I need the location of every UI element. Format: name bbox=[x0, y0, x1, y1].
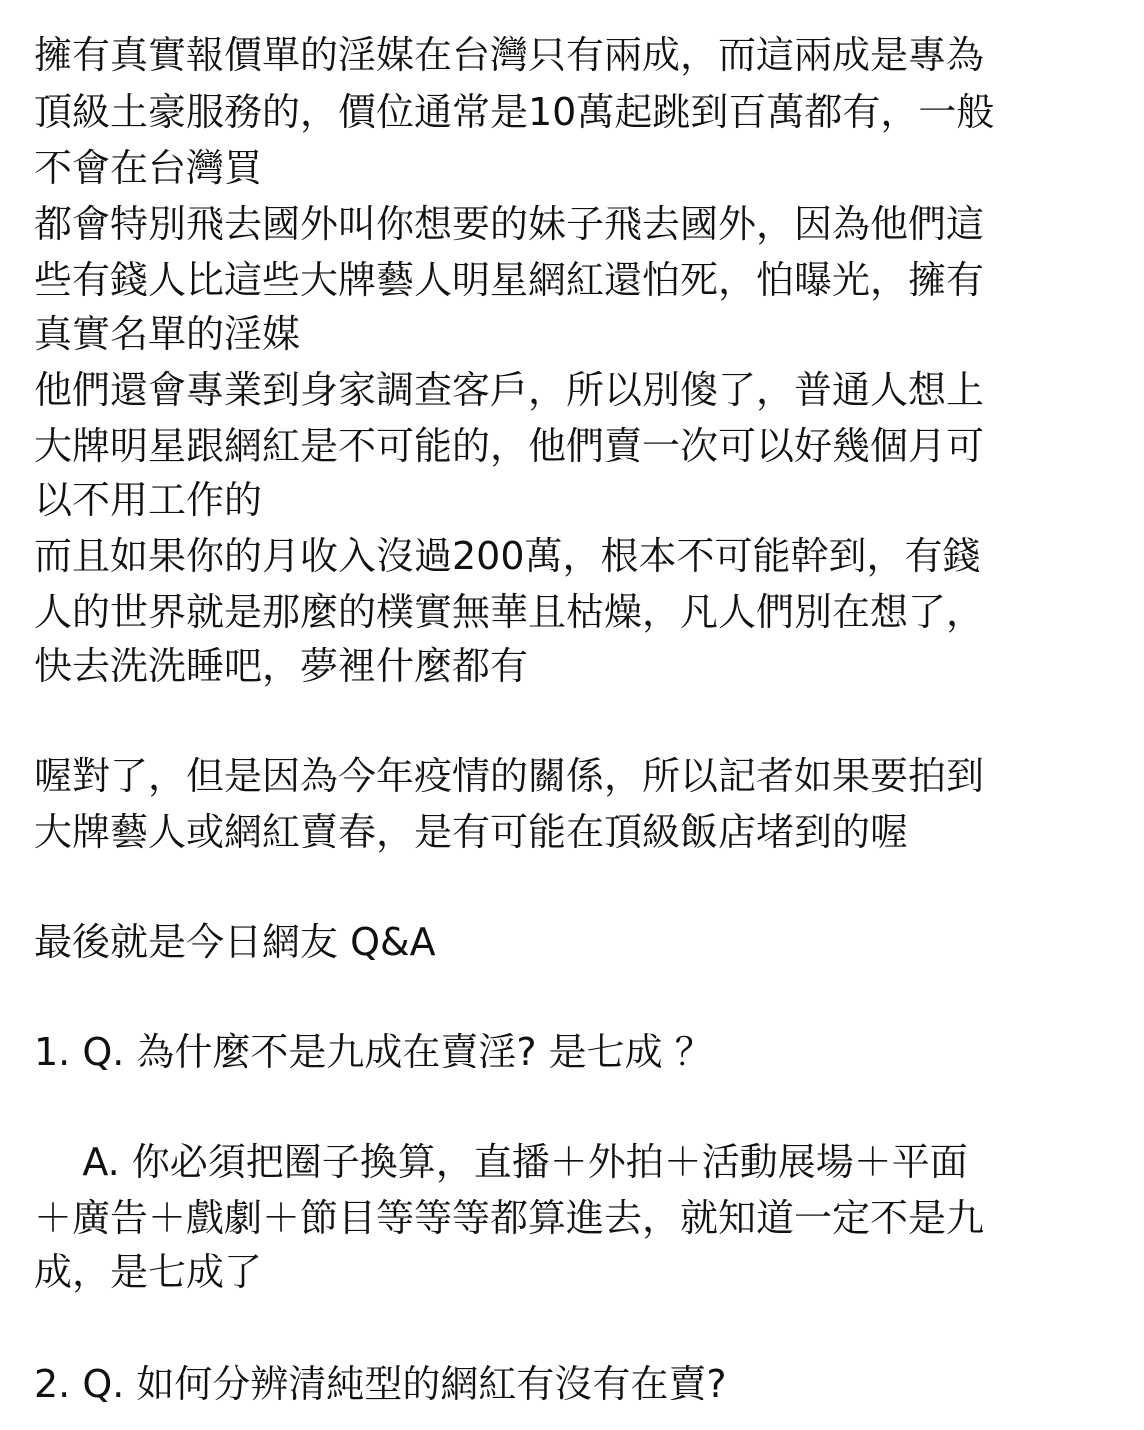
text-line: 些有錢人比這些大牌藝人明星網紅還怕死，怕曝光，擁有 bbox=[34, 258, 985, 302]
text-line: 大牌藝人或網紅賣春，是有可能在頂級飯店堵到的喔 bbox=[34, 810, 909, 854]
text-line: 成，是七成了 bbox=[34, 1250, 263, 1294]
text-line: 他們還會專業到身家調查客戶，所以別傻了，普通人想上 bbox=[34, 368, 985, 412]
text-line: 真實名單的淫媒 bbox=[34, 312, 301, 356]
text-line: A. 你必須把圈子換算，直播＋外拍＋活動展場＋平面 bbox=[34, 1140, 968, 1184]
text-line: 人的世界就是那麼的樸實無華且枯燥，凡人們別在想了， bbox=[34, 590, 985, 634]
text-line: 最後就是今日網友 Q&A bbox=[34, 920, 436, 964]
text-line: ＋廣告＋戲劇＋節目等等等都算進去，就知道一定不是九 bbox=[34, 1196, 985, 1240]
text-line: 都會特別飛去國外叫你想要的妹子飛去國外，因為他們這 bbox=[34, 202, 985, 246]
text-line: 大牌明星跟網紅是不可能的，他們賣一次可以好幾個月可 bbox=[34, 424, 985, 468]
text-line: 喔對了，但是因為今年疫情的關係，所以記者如果要拍到 bbox=[34, 754, 985, 798]
text-line: 不會在台灣買 bbox=[34, 146, 263, 190]
text-line: 快去洗洗睡吧，夢裡什麼都有 bbox=[34, 644, 529, 688]
text-line: 頂級土豪服務的，價位通常是10萬起跳到百萬都有，一般 bbox=[34, 90, 995, 134]
text-line: 而且如果你的月收入沒過200萬，根本不可能幹到，有錢 bbox=[34, 534, 981, 578]
text-line: 以不用工作的 bbox=[34, 478, 263, 522]
text-line: 2. Q. 如何分辨清純型的網紅有沒有在賣? bbox=[34, 1362, 727, 1406]
text-line: 1. Q. 為什麼不是九成在賣淫? 是七成 ？ bbox=[34, 1030, 713, 1074]
text-line: 擁有真實報價單的淫媒在台灣只有兩成，而這兩成是專為 bbox=[34, 33, 985, 77]
